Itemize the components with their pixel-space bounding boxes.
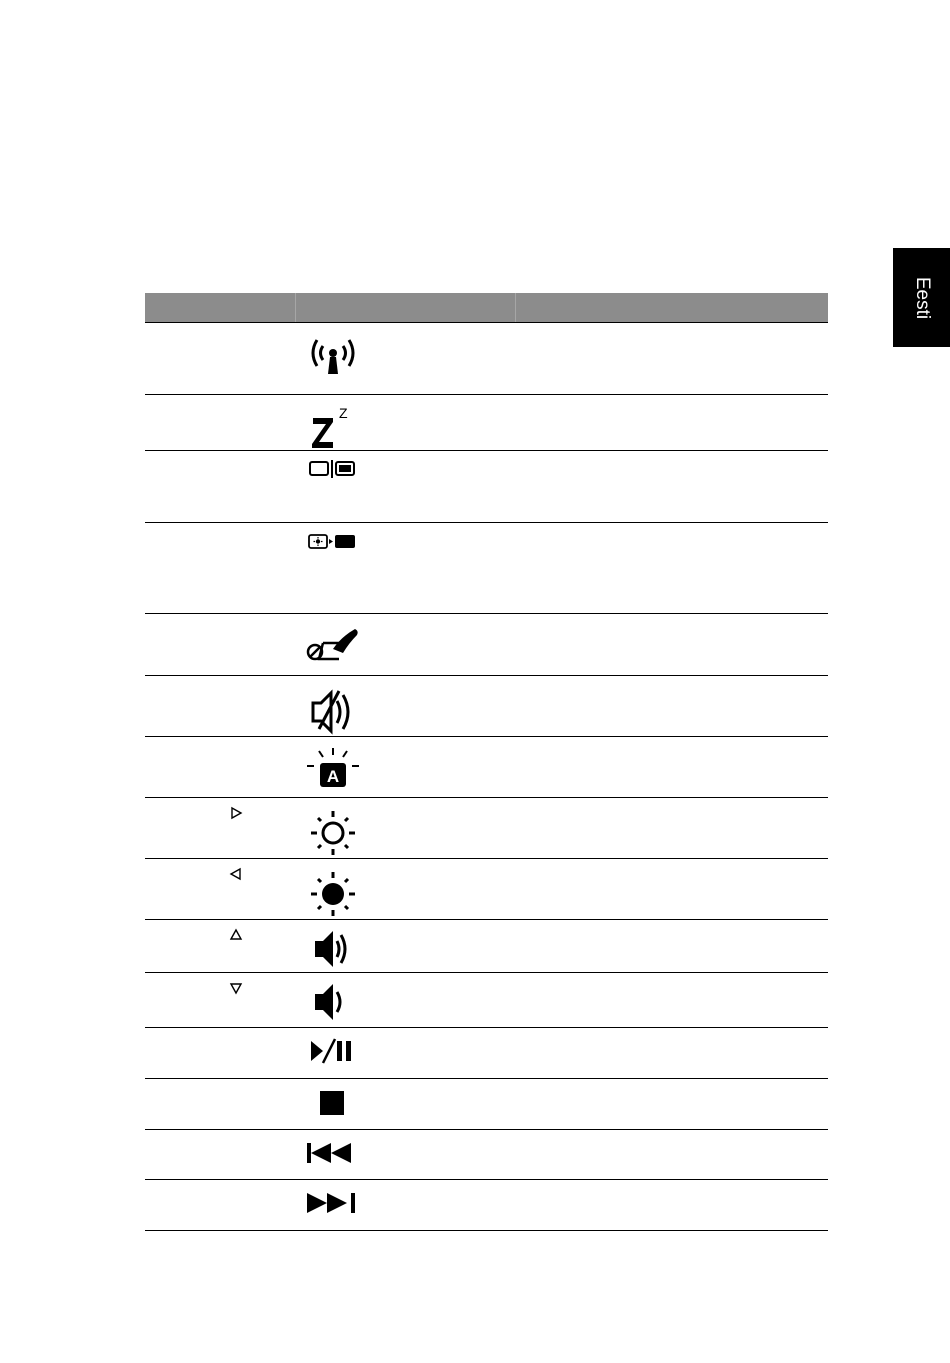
svg-text:Z: Z (339, 405, 348, 421)
hotkey-table (145, 293, 828, 1231)
screen-blank-icon (303, 528, 363, 588)
table-row (145, 973, 828, 1028)
language-tab-label: Eesti (911, 276, 933, 319)
table-row (145, 1079, 828, 1130)
header-cell-hotkey (145, 293, 296, 322)
speaker-toggle-icon (303, 681, 363, 741)
wireless-icon (303, 328, 363, 388)
table-row (145, 323, 828, 395)
next-icon (303, 1185, 363, 1245)
header-cell-description (516, 293, 828, 322)
down-arrow-icon (229, 981, 243, 995)
table-row (145, 737, 828, 798)
table-row (145, 1130, 828, 1180)
table-row (145, 523, 828, 614)
table-row (145, 1180, 828, 1231)
up-arrow-icon (229, 928, 243, 942)
table-row (145, 676, 828, 737)
table-row (145, 451, 828, 523)
table-row (145, 859, 828, 920)
brightness-up-icon (303, 803, 363, 863)
table-row (145, 798, 828, 859)
header-cell-icon (296, 293, 516, 322)
table-header (145, 293, 828, 323)
table-row (145, 395, 828, 451)
brightness-down-icon (303, 864, 363, 924)
right-arrow-icon (229, 806, 243, 820)
table-row (145, 1028, 828, 1079)
svg-text:A: A (326, 767, 340, 786)
table-row (145, 614, 828, 676)
touchpad-toggle-icon (303, 619, 363, 679)
keyboard-backlight-icon (303, 742, 363, 802)
language-tab (893, 248, 950, 347)
left-arrow-icon (229, 867, 243, 881)
display-toggle-icon (303, 456, 363, 516)
table-row (145, 920, 828, 973)
